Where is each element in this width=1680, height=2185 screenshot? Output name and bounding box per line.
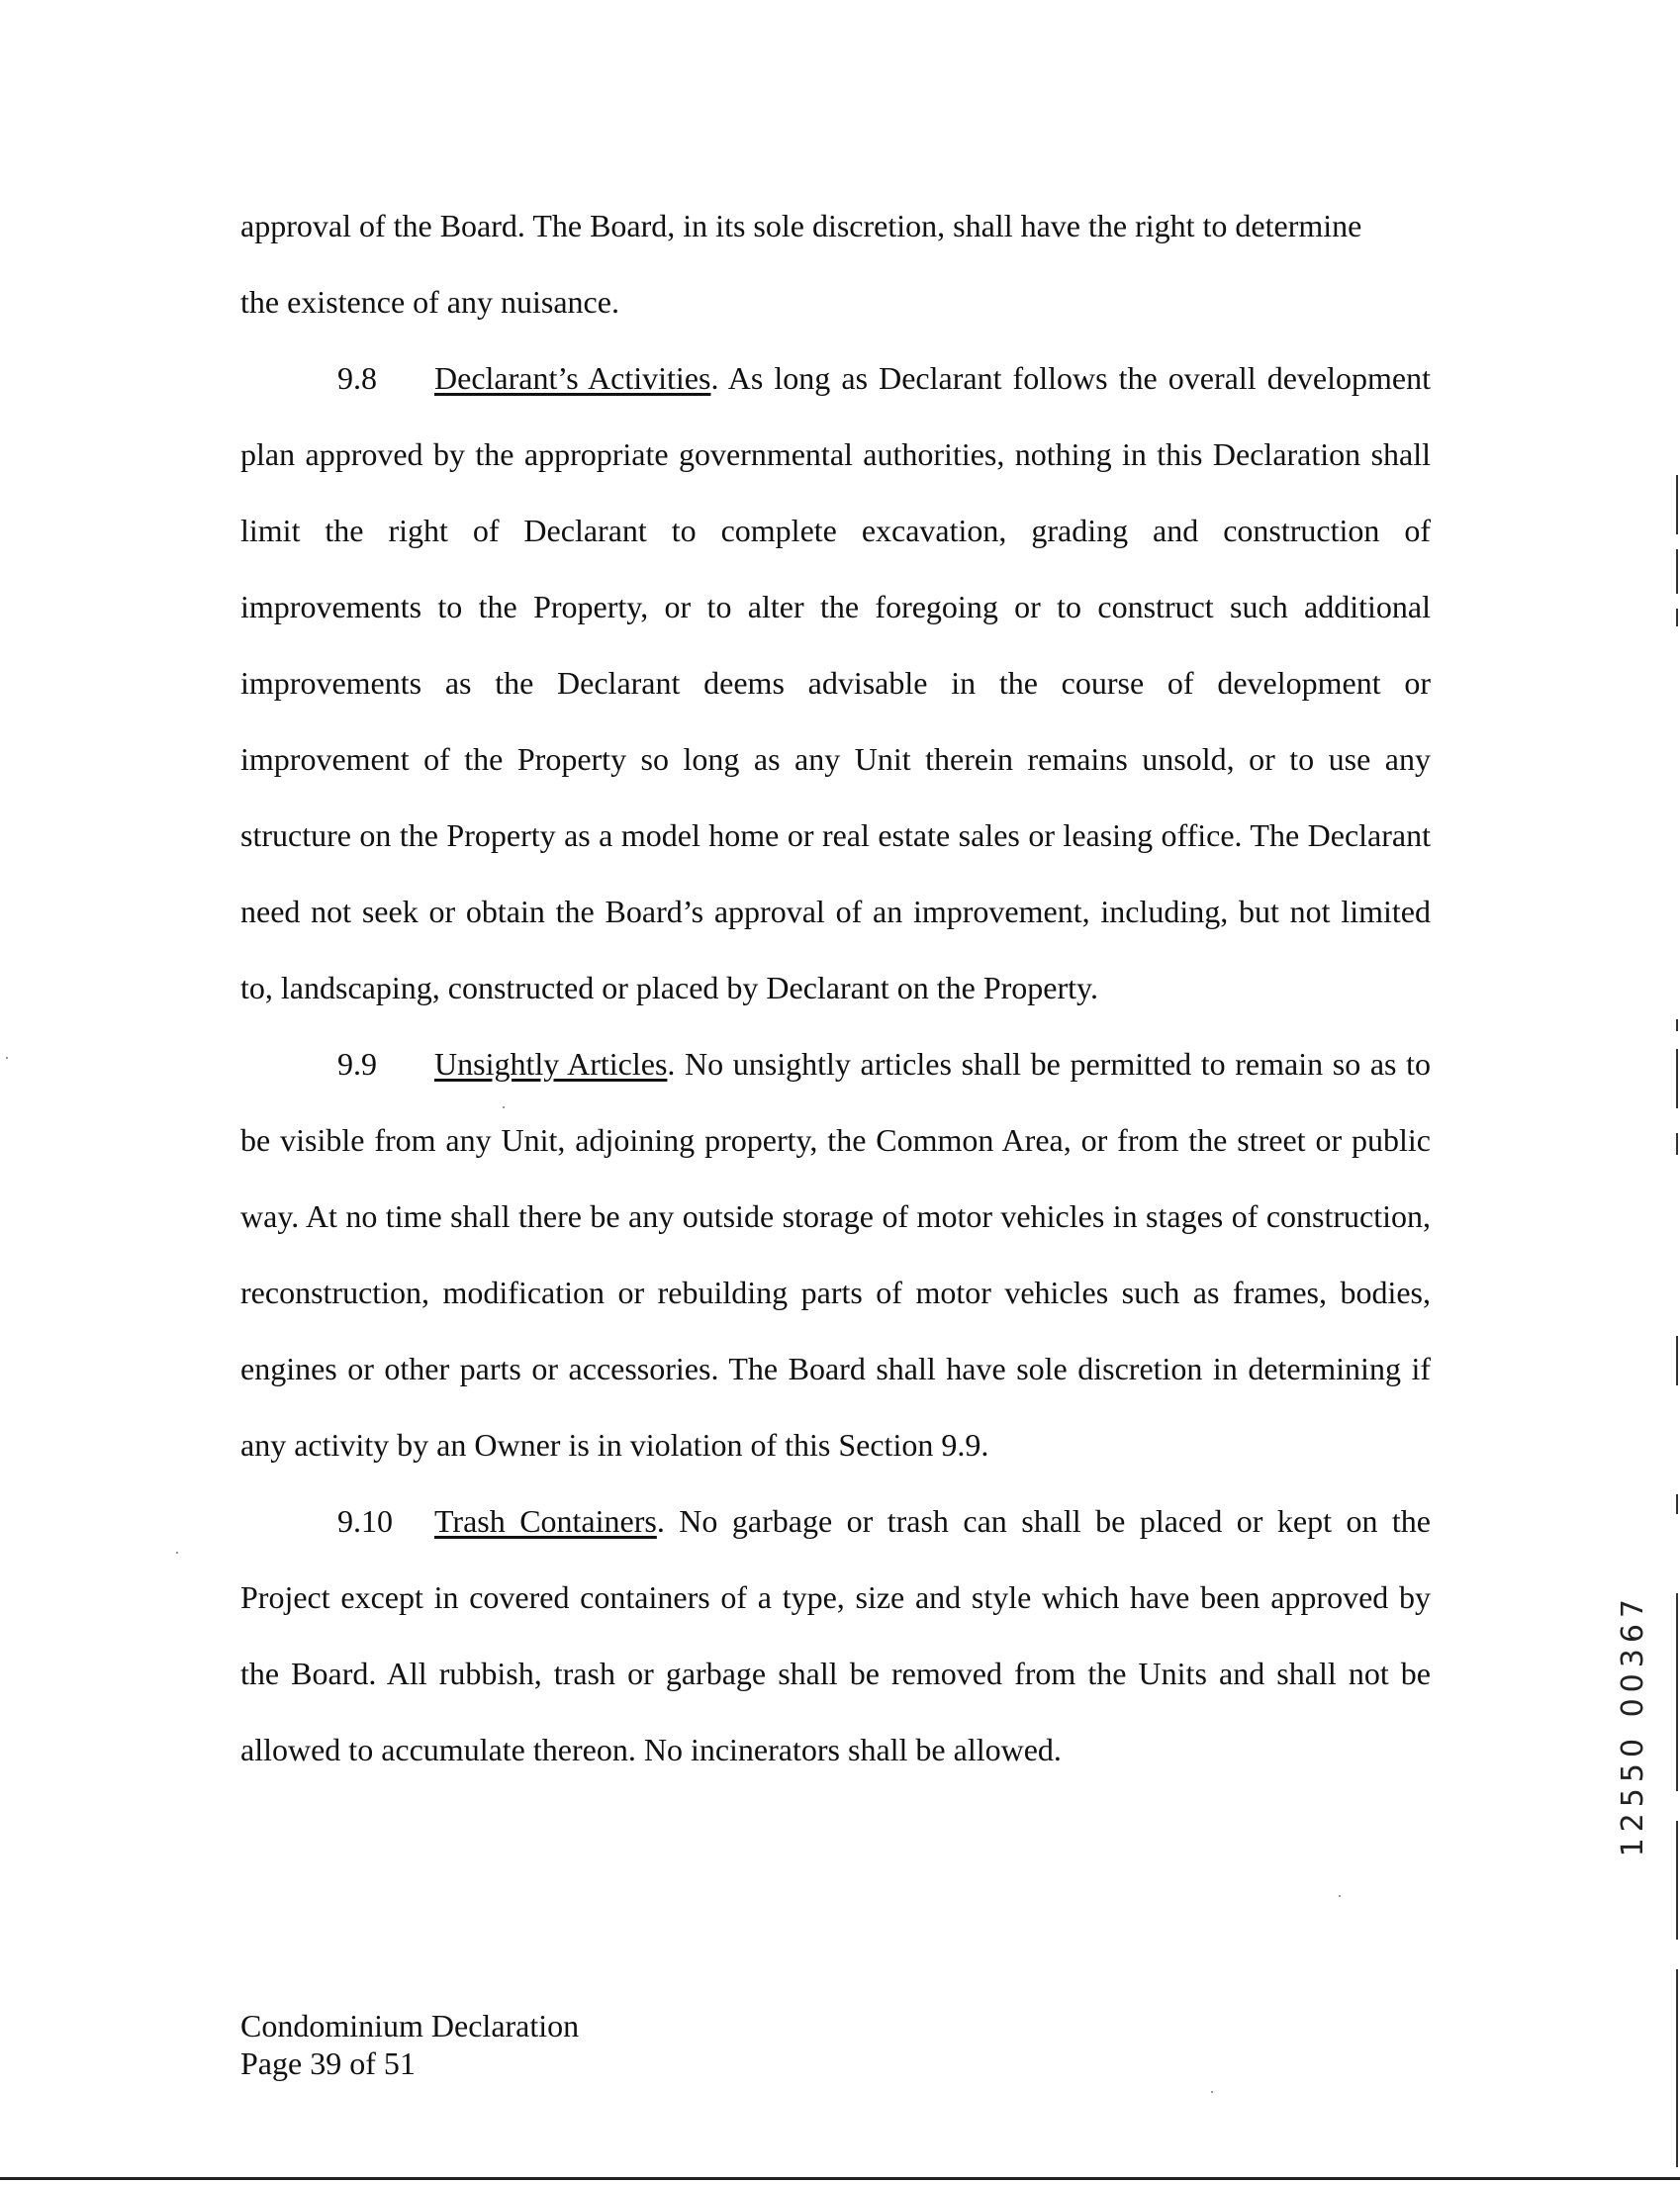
section-9-9 <box>240 1026 1431 1483</box>
scan-bottom-edge <box>0 2177 1680 2180</box>
scan-edge-mark <box>1676 1049 1678 1108</box>
scan-edge-mark <box>1676 1494 1678 1514</box>
scan-speck <box>503 1106 505 1108</box>
document-body <box>240 188 1431 1788</box>
scan-edge-mark <box>1676 1336 1678 1385</box>
section-title: Trash Containers <box>434 1503 657 1539</box>
scan-edge-mark <box>1676 1821 1678 1940</box>
section-text: . As long as Declarant follows the overall development plan approved by the appropriate governmental authorities, nothing in this Declaration shall limit the right of Declarant to complete excavation, grading and construction of improvements to the Property, or to alter the foregoing or to construct such additional improvements as the Declarant deems advisable in the course of development or improvement of the Property so long as any Unit therein remains unsold, or to use any structure on the Property as a model home or real estate sales or leasing office. The Declarant need not seek or obtain the Board’s approval of an improvement, including, but not limited to, landscaping, constructed or placed by Declarant on the Property. <box>240 360 1432 1005</box>
section-number: 9.9 <box>337 1046 377 1082</box>
section-number: 9.8 <box>337 360 377 396</box>
section-title: Unsightly Articles <box>434 1046 668 1082</box>
scan-edge-mark <box>1676 549 1678 594</box>
scan-edge-mark <box>1676 1593 1678 1791</box>
scan-speck <box>1211 2091 1213 2093</box>
scan-edge-mark <box>1676 1133 1678 1155</box>
scan-speck <box>1339 1895 1341 1897</box>
scan-edge-mark <box>1676 1969 1678 2167</box>
section-9-10 <box>240 1483 1431 1788</box>
footer-page-number: Page 39 of 51 <box>240 2045 416 2081</box>
scan-speck <box>6 1057 8 1059</box>
scan-edge-mark <box>1676 1019 1678 1031</box>
footer-title: Condominium Declaration <box>240 2008 580 2043</box>
section-title: Declarant’s Activities <box>434 360 711 396</box>
recording-stamp: 12550 00367 <box>1616 1593 1650 1857</box>
section-text: . No unsightly articles shall be permitted to remain so as to be visible from any Unit, adjoining property, the Common Area, or from the street or public way. At no time shall there be any outside storage of motor vehicles in stages of construction, reconstruction, modification or rebuilding parts of motor vehicles such as frames, bodies, engines or other parts or accessories. The Board shall have sole discretion in determining if any activity by an Owner is in violation of this Section 9.9. <box>240 1046 1432 1463</box>
scan-speck <box>176 1552 178 1554</box>
section-number: 9.10 <box>337 1503 393 1539</box>
continuation-line-1: approval of the Board. The Board, in its sole discretion, shall have the right to determine <box>240 208 1362 243</box>
continuation-line-2: the existence of any nuisance. <box>240 284 619 320</box>
scan-edge-mark <box>1676 475 1678 534</box>
page-footer <box>240 2007 579 2082</box>
scan-edge-mark <box>1676 609 1678 626</box>
section-9-8 <box>240 340 1431 1026</box>
section-text: . No garbage or trash can shall be placed or kept on the Project except in covered containers of a type, size and style which have been approved by the Board. All rubbish, trash or garbage shall be removed from the Units and shall not be allowed to accumulate thereon. No incinerators shall be allowed. <box>240 1503 1432 1767</box>
continuation-paragraph <box>240 188 1431 340</box>
